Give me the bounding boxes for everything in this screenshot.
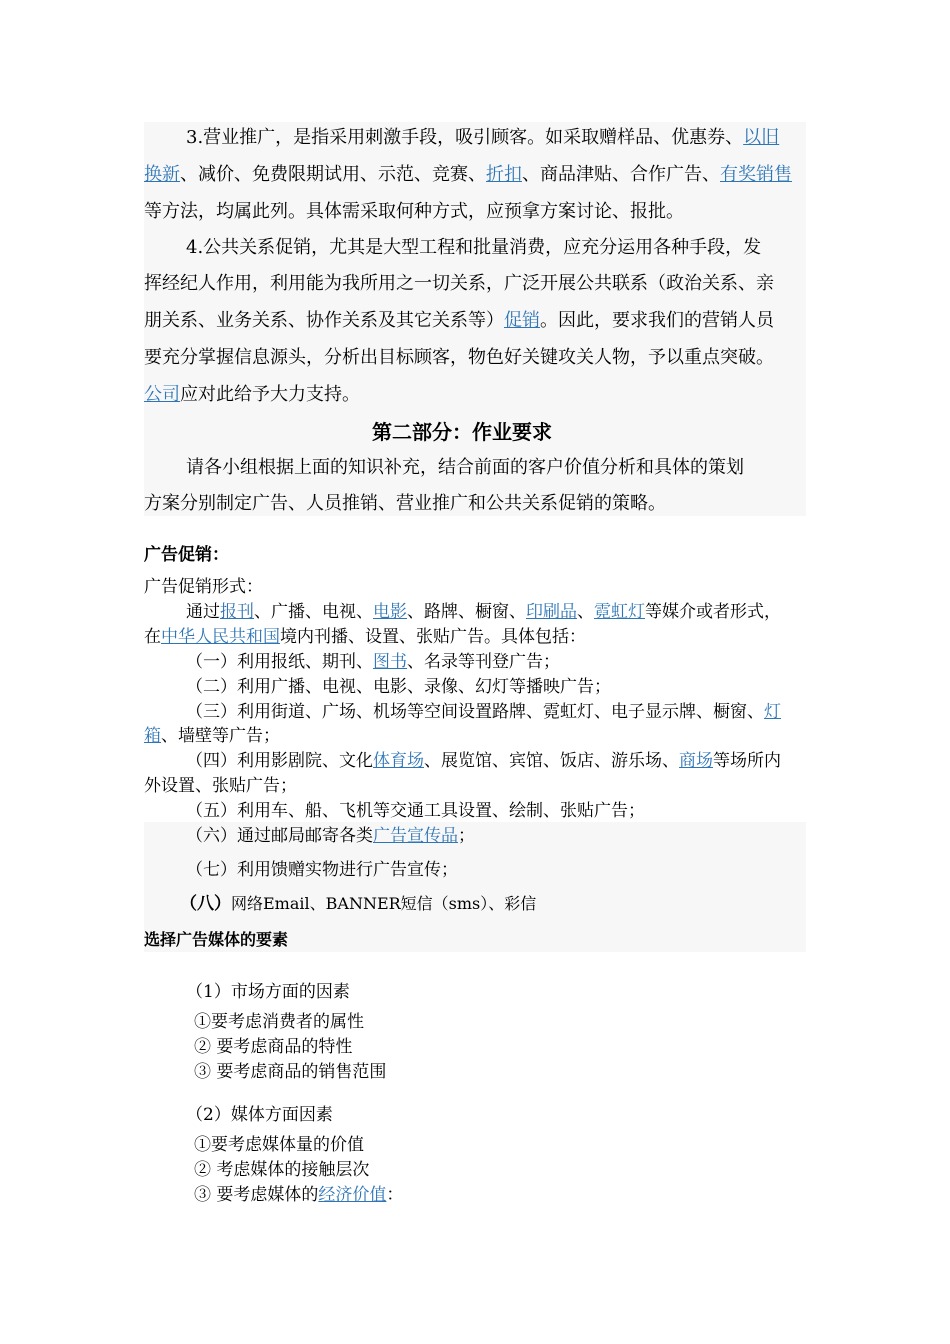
media-group-1-item-3: ③ 要考虑商品的销售范围 (194, 1062, 387, 1082)
link-ad-materials[interactable]: 广告宣传品 (373, 826, 458, 846)
ad-item-2: （二）利用广播、电视、电影、录像、幻灯等播映广告； (186, 677, 611, 697)
ad-item-1 (186, 652, 560, 672)
text: （三）利用街道、广场、机场等空间设置路牌、霓虹灯、电子显示牌、橱窗、 (186, 702, 764, 722)
para-pr-line-1: 4.公共关系促销，尤其是大型工程和批量消费，应充分运用各种手段，发 (186, 237, 762, 258)
ad-item-6 (186, 826, 475, 846)
link-neon[interactable]: 霓虹灯 (594, 602, 645, 622)
link-promotion[interactable]: 促销 (504, 310, 540, 331)
para-promotion-line-2 (144, 165, 792, 185)
link-stadium[interactable]: 体育场 (373, 751, 424, 771)
text: （八） (180, 894, 231, 914)
text: 、广播、电视、 (254, 602, 373, 622)
link-prize-sales[interactable]: 有奖销售 (720, 164, 792, 185)
link-mall[interactable]: 商场 (679, 751, 713, 771)
text: 、路牌、橱窗、 (407, 602, 526, 622)
link-trade-in-cont[interactable]: 换新 (144, 164, 180, 185)
text: 、商品津贴、合作广告、 (522, 164, 720, 185)
text: 3.营业推广，是指采用刺激手段，吸引顾客。如采取赠样品、优惠券、 (186, 127, 744, 148)
text: 网络Email、BANNER短信（sms）、彩信 (231, 894, 537, 913)
link-prc[interactable]: 中华人民共和国 (161, 627, 280, 647)
media-group-2-item-1: ①要考虑媒体量的价值 (194, 1135, 364, 1155)
ad-item-3-line-2 (144, 726, 280, 746)
para-pr-line-5 (144, 385, 360, 405)
text: 应对此给予大力支持。 (180, 384, 360, 405)
text: 通过 (186, 602, 220, 622)
part2-line-2: 方案分别制定广告、人员推销、营业推广和公共关系促销的策略。 (144, 493, 666, 514)
text: 、墙壁等广告； (161, 726, 280, 746)
ad-item-5: （五）利用车、船、飞机等交通工具设置、绘制、张贴广告； (186, 801, 645, 821)
link-printed-matter[interactable]: 印刷品 (526, 602, 577, 622)
text: （六）通过邮局邮寄各类 (186, 826, 373, 846)
ad-item-4-line-2: 外设置、张贴广告； (144, 776, 297, 796)
para-pr-line-3 (144, 311, 774, 331)
ad-intro-line-2 (144, 627, 586, 647)
link-trade-in[interactable]: 以旧 (743, 127, 780, 148)
ad-item-4-line-1 (186, 751, 781, 771)
media-heading: 选择广告媒体的要素 (144, 930, 289, 949)
media-group-1-item-1: ①要考虑消费者的属性 (194, 1012, 364, 1032)
text: 朋关系、业务关系、协作关系及其它关系等） (144, 310, 504, 331)
link-lightbox[interactable]: 灯 (764, 702, 781, 722)
text: （一）利用报纸、期刊、 (186, 652, 373, 672)
ad-heading: 广告促销： (144, 545, 229, 565)
link-press[interactable]: 报刊 (220, 602, 254, 622)
ad-intro-line-1 (186, 602, 781, 622)
text: 、名录等刊登广告； (407, 652, 560, 672)
link-books[interactable]: 图书 (373, 652, 407, 672)
ad-item-7: （七）利用馈赠实物进行广告宣传； (186, 860, 458, 880)
ad-item-3-line-1 (186, 702, 781, 722)
section-title-part2: 第二部分：作业要求 (372, 420, 552, 444)
link-discount[interactable]: 折扣 (486, 164, 522, 185)
text: 、 (577, 602, 594, 622)
ad-item-8 (180, 894, 536, 914)
para-pr-line-2: 挥经纪人作用，利用能为我所用之一切关系，广泛开展公共联系（政治关系、亲 (144, 273, 774, 294)
text: 在 (144, 627, 161, 647)
media-group-2-item-3 (194, 1185, 403, 1205)
link-company[interactable]: 公司 (144, 384, 180, 405)
media-group-2-title: （2）媒体方面因素 (186, 1105, 333, 1125)
link-film[interactable]: 电影 (373, 602, 407, 622)
media-group-1-title: （1）市场方面的因素 (186, 982, 350, 1002)
text: 等场所内 (713, 751, 781, 771)
para-promotion-line-1 (186, 128, 779, 148)
para-pr-line-4: 要充分掌握信息源头，分析出目标顾客，物色好关键攻关人物，予以重点突破。 (144, 347, 774, 368)
link-lightbox-cont[interactable]: 箱 (144, 726, 161, 746)
para-promotion-line-3: 等方法，均属此列。具体需采取何种方式，应预拿方案讨论、报批。 (144, 201, 684, 222)
text: 等媒介或者形式， (645, 602, 781, 622)
part2-line-1: 请各小组根据上面的知识补充，结合前面的客户价值分析和具体的策划 (186, 457, 744, 478)
text: 、展览馆、宾馆、饭店、游乐场、 (424, 751, 679, 771)
media-group-1-item-2: ② 要考虑商品的特性 (194, 1037, 353, 1057)
text: ； (458, 826, 475, 846)
ad-form-title: 广告促销形式： (144, 577, 263, 597)
media-group-2-item-2: ② 考虑媒体的接触层次 (194, 1160, 370, 1180)
text: 境内刊播、设置、张贴广告。具体包括： (280, 627, 586, 647)
text: ③ 要考虑媒体的 (194, 1185, 319, 1205)
link-economic-value[interactable]: 经济价值 (318, 1185, 387, 1205)
text: ： (386, 1185, 404, 1205)
text: 、减价、免费限期试用、示范、竞赛、 (180, 164, 486, 185)
text: （四）利用影剧院、文化 (186, 751, 373, 771)
text: 。因此，要求我们的营销人员 (540, 310, 774, 331)
